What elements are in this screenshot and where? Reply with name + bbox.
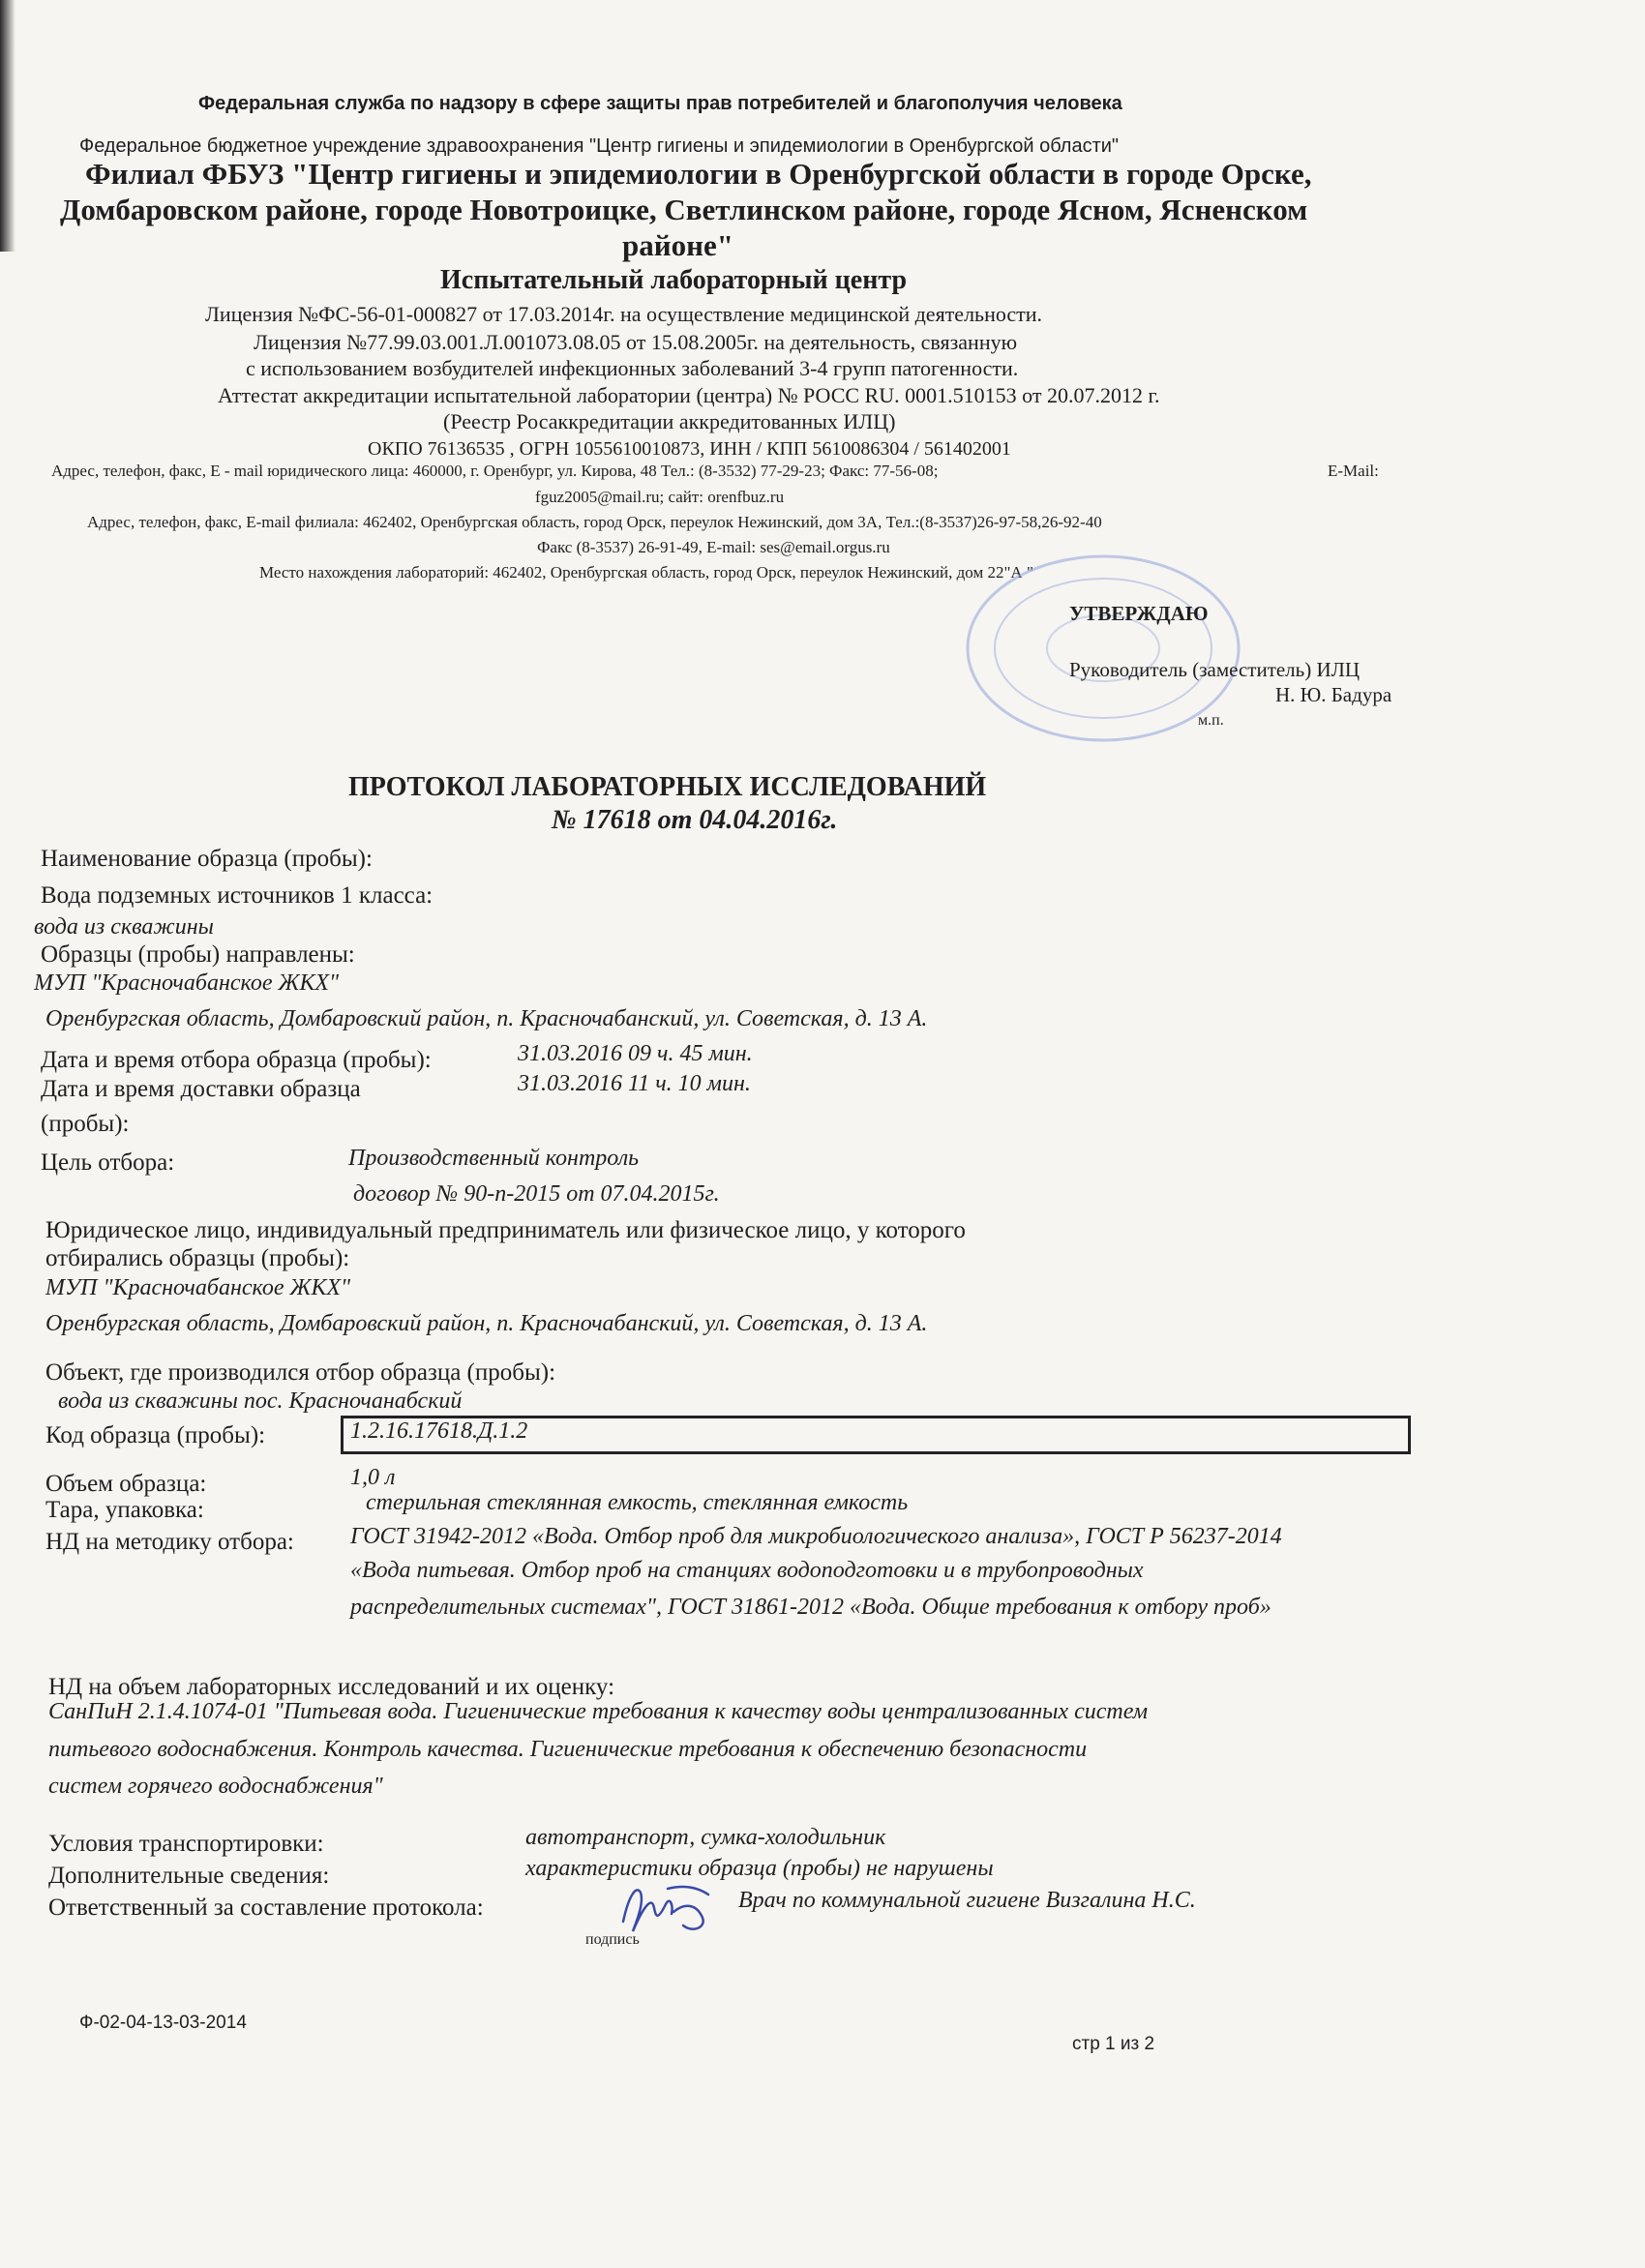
protocol-number: № 17618 от 04.04.2016г. <box>552 805 838 835</box>
header-address-legal: Адрес, телефон, факс, E - mail юридического лица: 460000, г. Оренбург, ул. Кирова, 48 Тел.: (8-3532) 77-29-23; Факс: 77-56-08; <box>51 462 939 480</box>
header-license-2a: Лицензия №77.99.03.001.Л.001073.08.05 от 15.08.2005г. на деятельность, связанную <box>254 330 1018 354</box>
purpose-label: Цель отбора: <box>41 1149 175 1176</box>
header-okpo: ОКПО 76136535 , ОГРН 1055610010873, ИНН / КПП 5610086304 / 561402001 <box>368 438 1011 460</box>
object-value: вода из скважины пос. Красночанабский <box>58 1388 463 1414</box>
object-label: Объект, где производился отбор образца (пробы): <box>45 1359 556 1386</box>
transport-value: автотранспорт, сумка-холодильник <box>525 1825 886 1850</box>
header-lab-location: Место нахождения лабораторий: 462402, Оренбургская область, город Орск, переулок Нежинский, дом 22"А " <box>259 563 1033 582</box>
method-line-3: распределительных системах", ГОСТ 31861-2012 «Вода. Общие требования к отбору проб» <box>350 1595 1271 1620</box>
scan-edge-shadow <box>0 0 15 252</box>
method-line-2: «Вода питьевая. Отбор проб на станциях водоподготовки и в трубопроводных <box>350 1558 1144 1583</box>
nd-line-2: питьевого водоснабжения. Контроль качества. Гигиенические требования к обеспечению безопасности <box>48 1737 1088 1762</box>
sent-by-org: МУП "Красночабанское ЖКХ" <box>34 970 340 996</box>
responsible-label: Ответственный за составление протокола: <box>48 1895 484 1921</box>
sample-code-label: Код образца (пробы): <box>45 1422 266 1448</box>
header-branch-line-2: Домбаровском районе, городе Новотроицке, Светлинском районе, городе Ясном, Ясненском <box>60 193 1308 226</box>
header-email-site: fguz2005@mail.ru; сайт: orenfbuz.ru <box>535 488 785 506</box>
legal-entity-label-2: отбирались образцы (пробы): <box>45 1245 350 1271</box>
approval-seal-label: м.п. <box>1198 712 1224 729</box>
package-value: стерильная стеклянная емкость, стеклянная емкость <box>366 1490 909 1515</box>
legal-entity-org: МУП "Красночабанское ЖКХ" <box>45 1275 351 1300</box>
additional-value: характеристики образца (пробы) не нарушены <box>525 1856 994 1881</box>
delivery-datetime-label: Дата и время доставки образца <box>41 1076 361 1102</box>
header-address-branch: Адрес, телефон, факс, E-mail филиала: 462402, Оренбургская область, город Орск, переулок Нежинский, дом 3А, Тел.:(8-3537)26-97-58,26-92-40 <box>87 513 1102 531</box>
legal-entity-label-1: Юридическое лицо, индивидуальный предприниматель или физическое лицо, у которого <box>45 1217 966 1243</box>
sampling-datetime-value: 31.03.2016 09 ч. 45 мин. <box>518 1041 753 1066</box>
approval-position: Руководитель (заместитель) ИЛЦ <box>1069 658 1361 681</box>
protocol-title: ПРОТОКОЛ ЛАБОРАТОРНЫХ ИССЛЕДОВАНИЙ <box>348 772 987 802</box>
nd-line-3: систем горячего водоснабжения" <box>48 1774 383 1799</box>
transport-label: Условия транспортировки: <box>48 1831 324 1857</box>
delivery-datetime-label-2: (пробы): <box>41 1111 130 1137</box>
form-code: Ф-02-04-13-03-2014 <box>79 2013 247 2033</box>
header-fax-branch: Факс (8-3537) 26-91-49, E-mail: ses@email.orgus.ru <box>537 538 890 556</box>
sample-code-value: 1.2.16.17618.Д.1.2 <box>350 1418 528 1444</box>
header-attestat: Аттестат аккредитации испытательной лаборатории (центра) № РОСС RU. 0001.510153 от 20.07.2012 г. <box>218 383 1160 407</box>
sent-by-address: Оренбургская область, Домбаровский район, п. Красночабанский, ул. Советская, д. 13 А. <box>45 1006 928 1031</box>
package-label: Тара, упаковка: <box>45 1497 204 1523</box>
header-email-label: E-Mail: <box>1328 462 1379 480</box>
delivery-datetime-value: 31.03.2016 11 ч. 10 мин. <box>518 1071 751 1096</box>
volume-value: 1,0 л <box>350 1465 396 1490</box>
approval-title: УТВЕРЖДАЮ <box>1069 602 1209 625</box>
additional-label: Дополнительные сведения: <box>48 1863 330 1889</box>
signature-caption: подпись <box>585 1931 640 1948</box>
header-branch-line-1: Филиал ФБУЗ "Центр гигиены и эпидемиологии в Оренбургской области в городе Орске, <box>85 157 1312 191</box>
nd-line-1: СанПиН 2.1.4.1074-01 "Питьевая вода. Гигиенические требования к качеству воды централизованных систем <box>48 1699 1149 1724</box>
volume-label: Объем образца: <box>45 1471 207 1497</box>
contract-value: договор № 90-п-2015 от 07.04.2015г. <box>353 1181 720 1207</box>
sampling-datetime-label: Дата и время отбора образца (пробы): <box>41 1047 432 1073</box>
header-branch-line-3: районе" <box>622 228 733 262</box>
sample-name-label: Наименование образца (пробы): <box>41 846 373 872</box>
header-license-1: Лицензия №ФС-56-01-000827 от 17.03.2014г. на осуществление медицинской деятельности. <box>205 302 1043 326</box>
header-line-agency: Федеральная служба по надзору в сфере защиты прав потребителей и благополучия человека <box>198 93 1122 114</box>
water-source: вода из скважины <box>34 914 214 940</box>
nd-label: НД на объем лабораторных исследований и их оценку: <box>48 1674 615 1700</box>
page-number: стр 1 из 2 <box>1072 2034 1155 2054</box>
method-label: НД на методику отбора: <box>45 1529 294 1555</box>
header-license-2b: с использованием возбудителей инфекционных заболеваний 3-4 групп патогенности. <box>246 356 1019 380</box>
purpose-value: Производственный контроль <box>348 1146 640 1171</box>
water-class: Вода подземных источников 1 класса: <box>41 882 434 909</box>
header-registry: (Реестр Росаккредитации аккредитованных ИЛЦ) <box>443 409 896 433</box>
approval-name: Н. Ю. Бадура <box>1275 683 1392 706</box>
method-line-1: ГОСТ 31942-2012 «Вода. Отбор проб для микробиологического анализа», ГОСТ Р 56237-2014 <box>350 1524 1282 1549</box>
legal-entity-address: Оренбургская область, Домбаровский район, п. Красночабанский, ул. Советская, д. 13 А. <box>45 1311 928 1336</box>
header-lab-center: Испытательный лабораторный центр <box>440 265 908 295</box>
responsible-value: Врач по коммунальной гигиене Визгалина Н.С. <box>738 1888 1196 1913</box>
sent-by-label: Образцы (пробы) направлены: <box>41 941 355 968</box>
header-line-institution: Федеральное бюджетное учреждение здравоохранения "Центр гигиены и эпидемиологии в Оренбургской области" <box>79 135 1120 157</box>
